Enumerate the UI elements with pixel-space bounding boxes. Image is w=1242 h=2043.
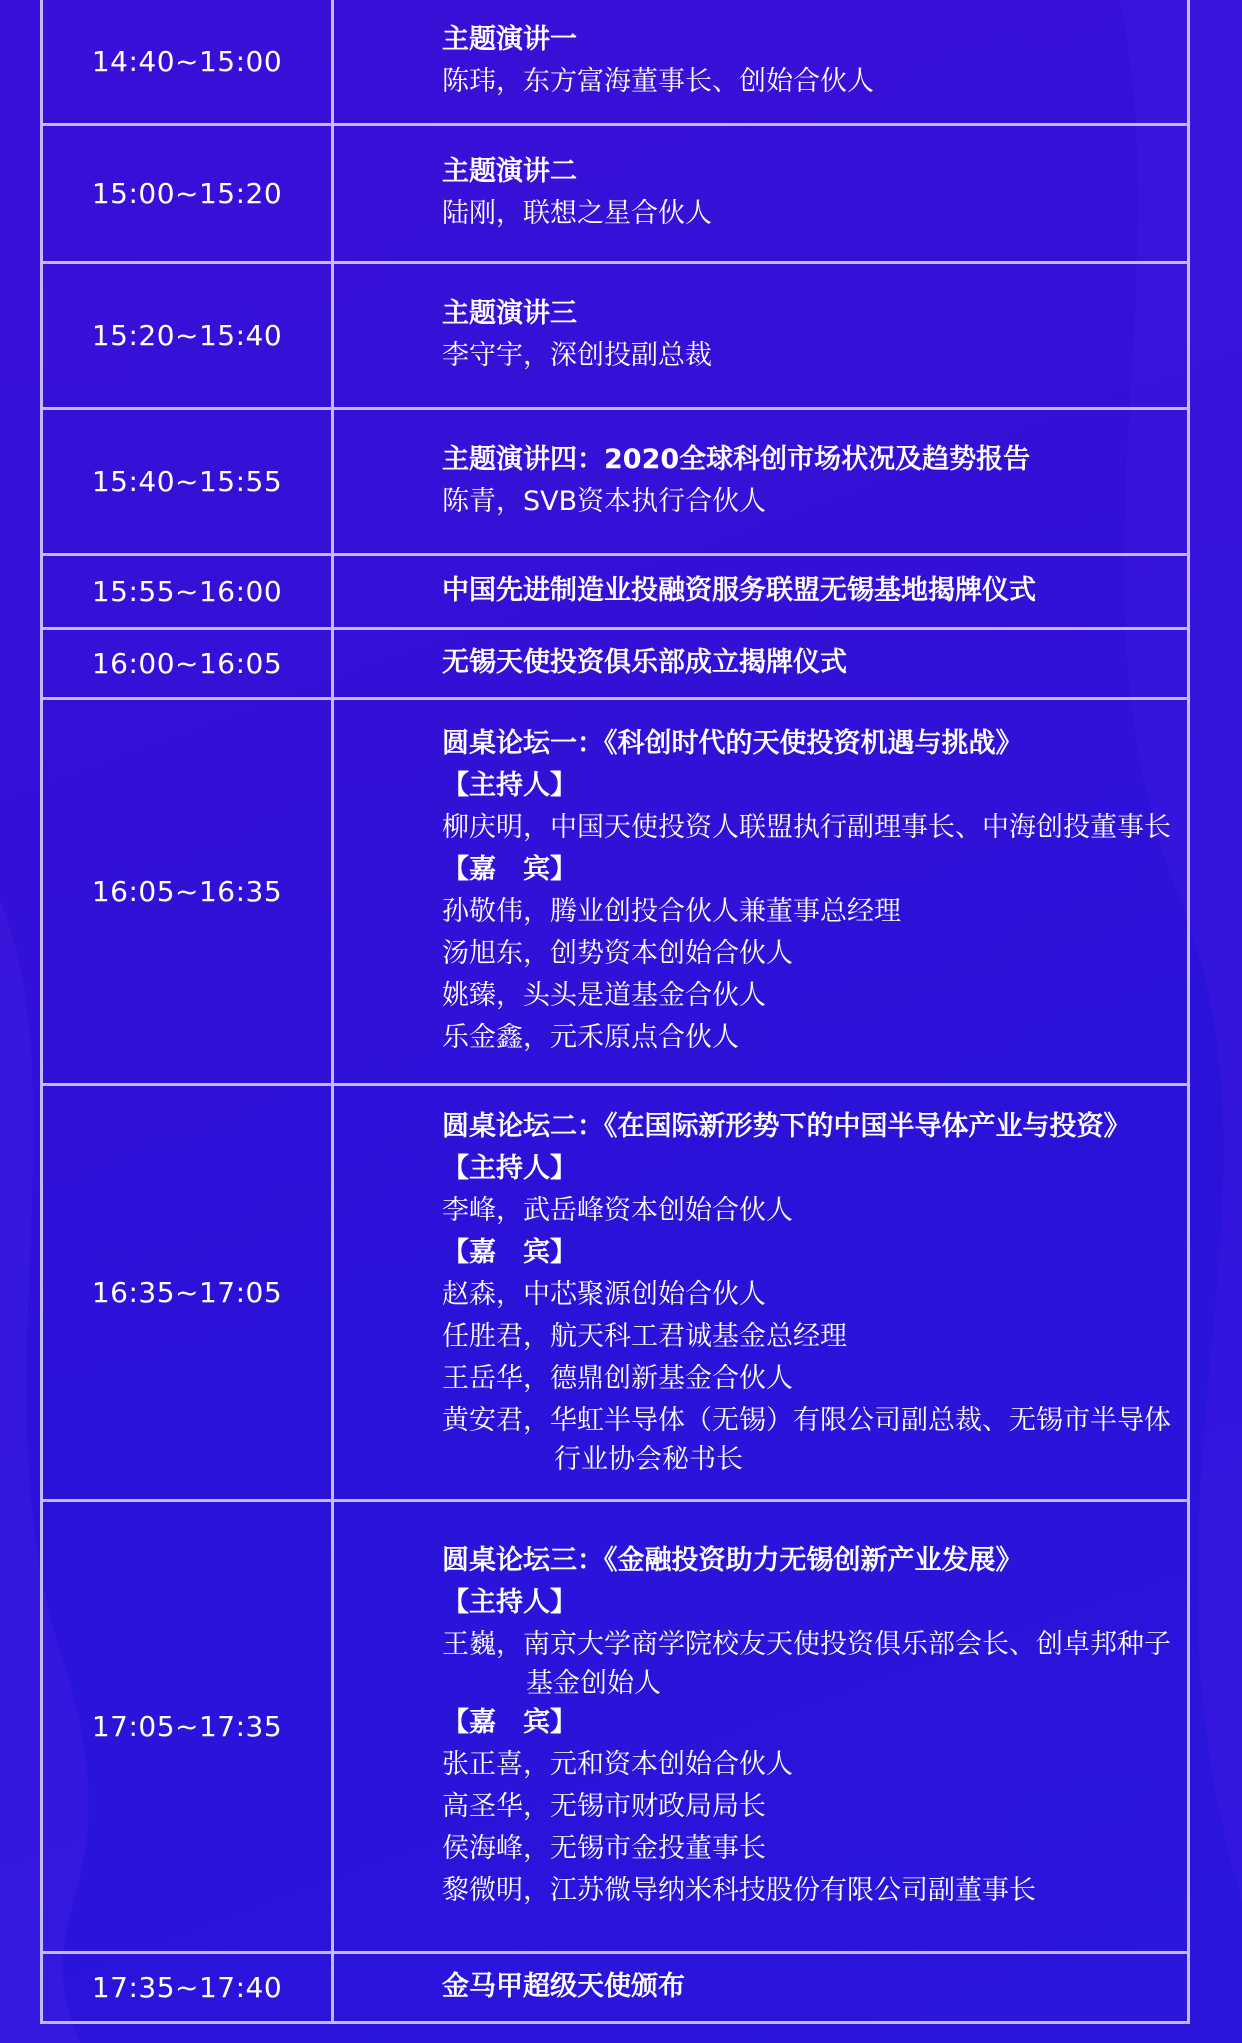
speaker-line: 王岳华，德鼎创新基金合伙人: [442, 1363, 793, 1394]
speaker-line: 黎微明，江苏微导纳米科技股份有限公司副董事长: [442, 1875, 1036, 1906]
time-cell: 17:35~17:40: [42, 1952, 333, 2022]
content-cell: [333, 1500, 1189, 1952]
content-cell: [333, 124, 1189, 262]
speaker-line-continuation: 基金创始人: [526, 1668, 661, 1699]
speaker-line: 王巍，南京大学商学院校友天使投资俱乐部会长、创卓邦种子: [442, 1629, 1171, 1660]
time-cell: 17:05~17:35: [42, 1500, 333, 1952]
content-cell: [333, 554, 1189, 628]
speaker-line: 张正喜，元和资本创始合伙人: [442, 1749, 793, 1780]
time-cell: 15:55~16:00: [42, 554, 333, 628]
session-title: 主题演讲三: [442, 298, 577, 329]
speaker-line: 乐金鑫，元禾原点合伙人: [442, 1022, 739, 1053]
session-title: 无锡天使投资俱乐部成立揭牌仪式: [442, 647, 847, 678]
session-title: 中国先进制造业投融资服务联盟无锡基地揭牌仪式: [442, 575, 1036, 606]
time-cell: 16:00~16:05: [42, 628, 333, 698]
speaker-line: 李峰，武岳峰资本创始合伙人: [442, 1195, 793, 1226]
content-cell: [333, 408, 1189, 554]
speaker-line: 陈玮，东方富海董事长、创始合伙人: [442, 66, 874, 98]
content-cell: [333, 628, 1189, 698]
content-cell: [333, 0, 1189, 124]
guest-tag: 【嘉 宾】: [442, 1237, 577, 1268]
time-cell: 16:05~16:35: [42, 698, 333, 1084]
guest-tag: 【嘉 宾】: [442, 1707, 577, 1738]
session-title: 金马甲超级天使颁布: [442, 1971, 685, 2002]
time-cell: 15:00~15:20: [42, 124, 333, 262]
host-tag: 【主持人】: [442, 1587, 577, 1618]
content-cell: [333, 698, 1189, 1084]
speaker-line: 侯海峰，无锡市金投董事长: [442, 1833, 766, 1864]
table-row: [42, 1084, 1189, 1500]
content-cell: [333, 1084, 1189, 1500]
table-row: [42, 0, 1189, 124]
table-row: [42, 1952, 1189, 2022]
session-title: 圆桌论坛二：《在国际新形势下的中国半导体产业与投资》: [442, 1111, 1131, 1142]
table-row: [42, 262, 1189, 408]
speaker-line: 陈青，SVB资本执行合伙人: [442, 486, 767, 517]
speaker-line: 陆刚，联想之星合伙人: [442, 198, 712, 229]
session-title: 主题演讲一: [442, 24, 577, 56]
table-row: [42, 408, 1189, 554]
speaker-line: 高圣华，无锡市财政局局长: [442, 1791, 766, 1822]
speaker-line: 柳庆明，中国天使投资人联盟执行副理事长、中海创投董事长: [442, 812, 1171, 843]
table-row: [42, 1500, 1189, 1952]
time-cell: 14:40~15:00: [42, 0, 333, 124]
guest-tag: 【嘉 宾】: [442, 854, 577, 885]
time-cell: 16:35~17:05: [42, 1084, 333, 1500]
speaker-line: 汤旭东，创势资本创始合伙人: [442, 938, 793, 969]
speaker-line: 李守宇，深创投副总裁: [442, 340, 712, 371]
speaker-line: 孙敬伟，腾业创投合伙人兼董事总经理: [442, 896, 901, 927]
host-tag: 【主持人】: [442, 1153, 577, 1184]
table-row: [42, 124, 1189, 262]
session-title: 圆桌论坛一：《科创时代的天使投资机遇与挑战》: [442, 728, 1023, 759]
session-title: 主题演讲二: [442, 156, 577, 187]
session-title: 主题演讲四：2020全球科创市场状况及趋势报告: [442, 444, 1031, 475]
session-title: 圆桌论坛三：《金融投资助力无锡创新产业发展》: [442, 1545, 1023, 1576]
agenda-table: [40, 0, 1190, 2024]
time-cell: 15:20~15:40: [42, 262, 333, 408]
content-cell: [333, 1952, 1189, 2022]
content-cell: [333, 262, 1189, 408]
table-row: [42, 554, 1189, 628]
host-tag: 【主持人】: [442, 770, 577, 801]
speaker-line-continuation: 行业协会秘书长: [554, 1444, 743, 1475]
speaker-line: 姚臻，头头是道基金合伙人: [442, 980, 766, 1011]
speaker-line: 任胜君，航天科工君诚基金总经理: [442, 1321, 847, 1352]
table-row: [42, 698, 1189, 1084]
speaker-line: 黄安君，华虹半导体（无锡）有限公司副总裁、无锡市半导体: [442, 1405, 1171, 1436]
time-cell: 15:40~15:55: [42, 408, 333, 554]
table-row: [42, 628, 1189, 698]
speaker-line: 赵森，中芯聚源创始合伙人: [442, 1279, 766, 1310]
